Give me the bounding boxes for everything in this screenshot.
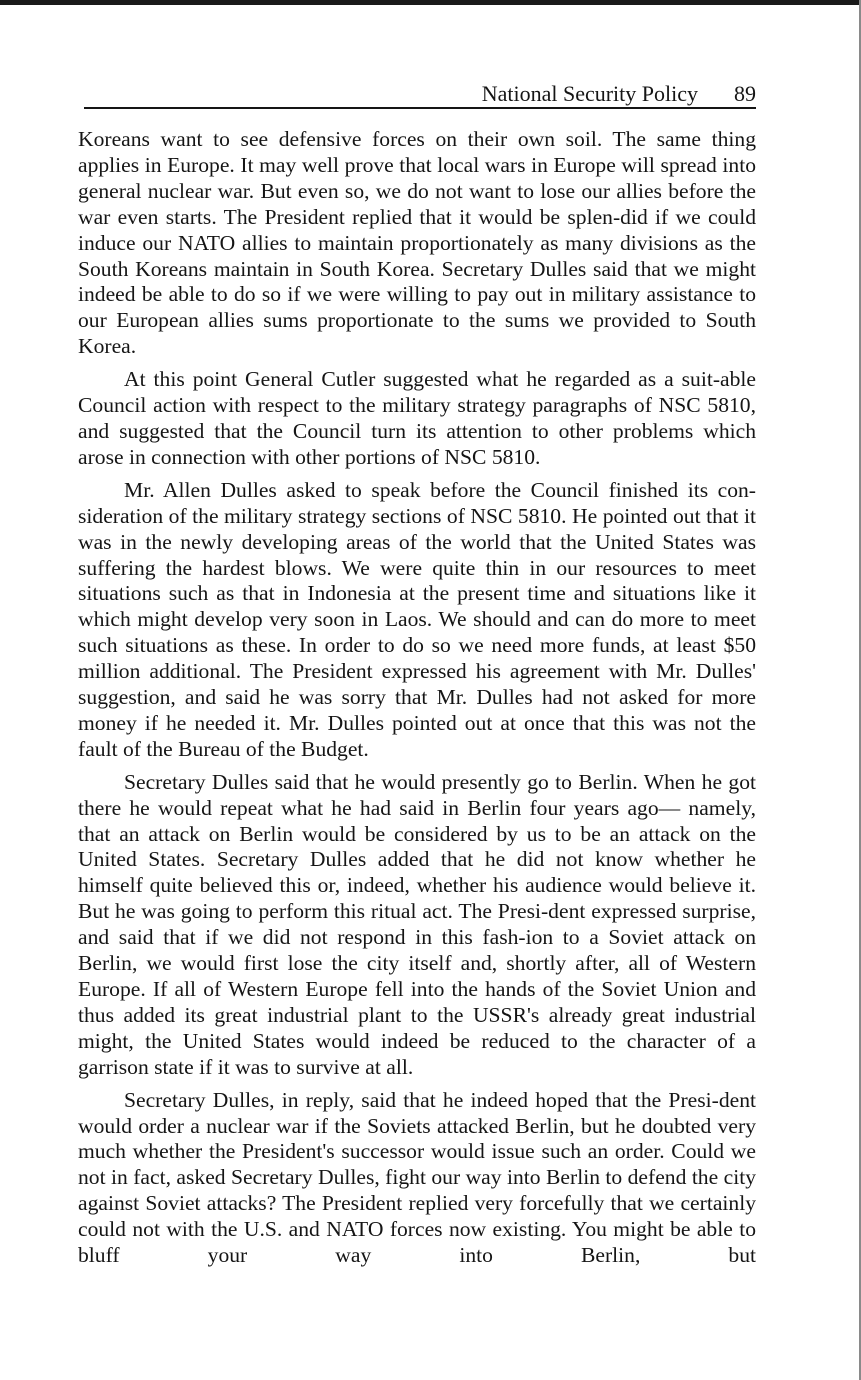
page-number: 89: [734, 81, 756, 106]
paragraph-continuation: Koreans want to see defensive forces on their own soil. The same thing applies in Europe. It may well prove that local wars in Europe will spread into general nuclear war. But even so, we do not want to lose our allies before the war even starts. The President replied that it would be splen-did if we could induce our NATO allies to maintain proportionately as many divisions as the South Koreans maintain in South Korea. Secretary Dulles said that we might indeed be able to do so if we were willing to pay out in military assistance to our European allies sums proportionate to the sums we provided to South Korea.: [78, 127, 756, 359]
body-text: [78, 127, 756, 1269]
page-top-edge: [0, 0, 861, 5]
header-rule: [84, 107, 756, 109]
paragraph-nuclear-war: Secretary Dulles, in reply, said that he indeed hoped that the Presi-dent would order a nuclear war if the Soviets attacked Berlin, but he doubted very much whether the President's successor would issue such an order. Could we not in fact, asked Secretary Dulles, fight our way into Berlin to defend the city against Soviet attacks? The President replied very forcefully that we certainly could not with the U.S. and NATO forces now existing. You might be able to bluff your way into Berlin, but: [78, 1087, 756, 1268]
paragraph-berlin: Secretary Dulles said that he would presently go to Berlin. When he got there he would repeat what he had said in Berlin four years ago— namely, that an attack on Berlin would be considered by us to be an attack on the United States. Secretary Dulles added that he did not know whether he himself quite believed this or, indeed, whether his audience would believe it. But he was going to perform this ritual act. The Presi-dent expressed surprise, and said that if we did not respond in this fash-ion to a Soviet attack on Berlin, we would first lose the city itself and, shortly after, all of Western Europe. If all of Western Europe fell into the hands of the Soviet Union and thus added its great industrial plant to the USSR's already great industrial might, the United States would indeed be reduced to the character of a garrison state if it was to survive at all.: [78, 769, 756, 1079]
running-title: National Security Policy: [481, 81, 698, 106]
paragraph-cutler: At this point General Cutler suggested what he regarded as a suit-able Council action with respect to the military strategy paragraphs of NSC 5810, and suggested that the Council turn its attention to other problems which arose in connection with other portions of NSC 5810.: [78, 367, 756, 469]
paragraph-allen-dulles: Mr. Allen Dulles asked to speak before the Council finished its con-sideration of the military strategy sections of NSC 5810. He pointed out that it was in the newly developing areas of the world that the United States was suffering the hardest blows. We were quite thin in our resources to meet situations such as that in Indonesia at the present time and situations like it which might develop very soon in Laos. We should and can do more to meet such situations as these. In order to do so we need more funds, at least $50 million additional. The President expressed his agreement with Mr. Dulles' suggestion, and said he was sorry that Mr. Dulles had not asked for more money if he needed it. Mr. Dulles pointed out at once that this was not the fault of the Bureau of the Budget.: [78, 477, 756, 761]
running-header: [84, 80, 756, 108]
